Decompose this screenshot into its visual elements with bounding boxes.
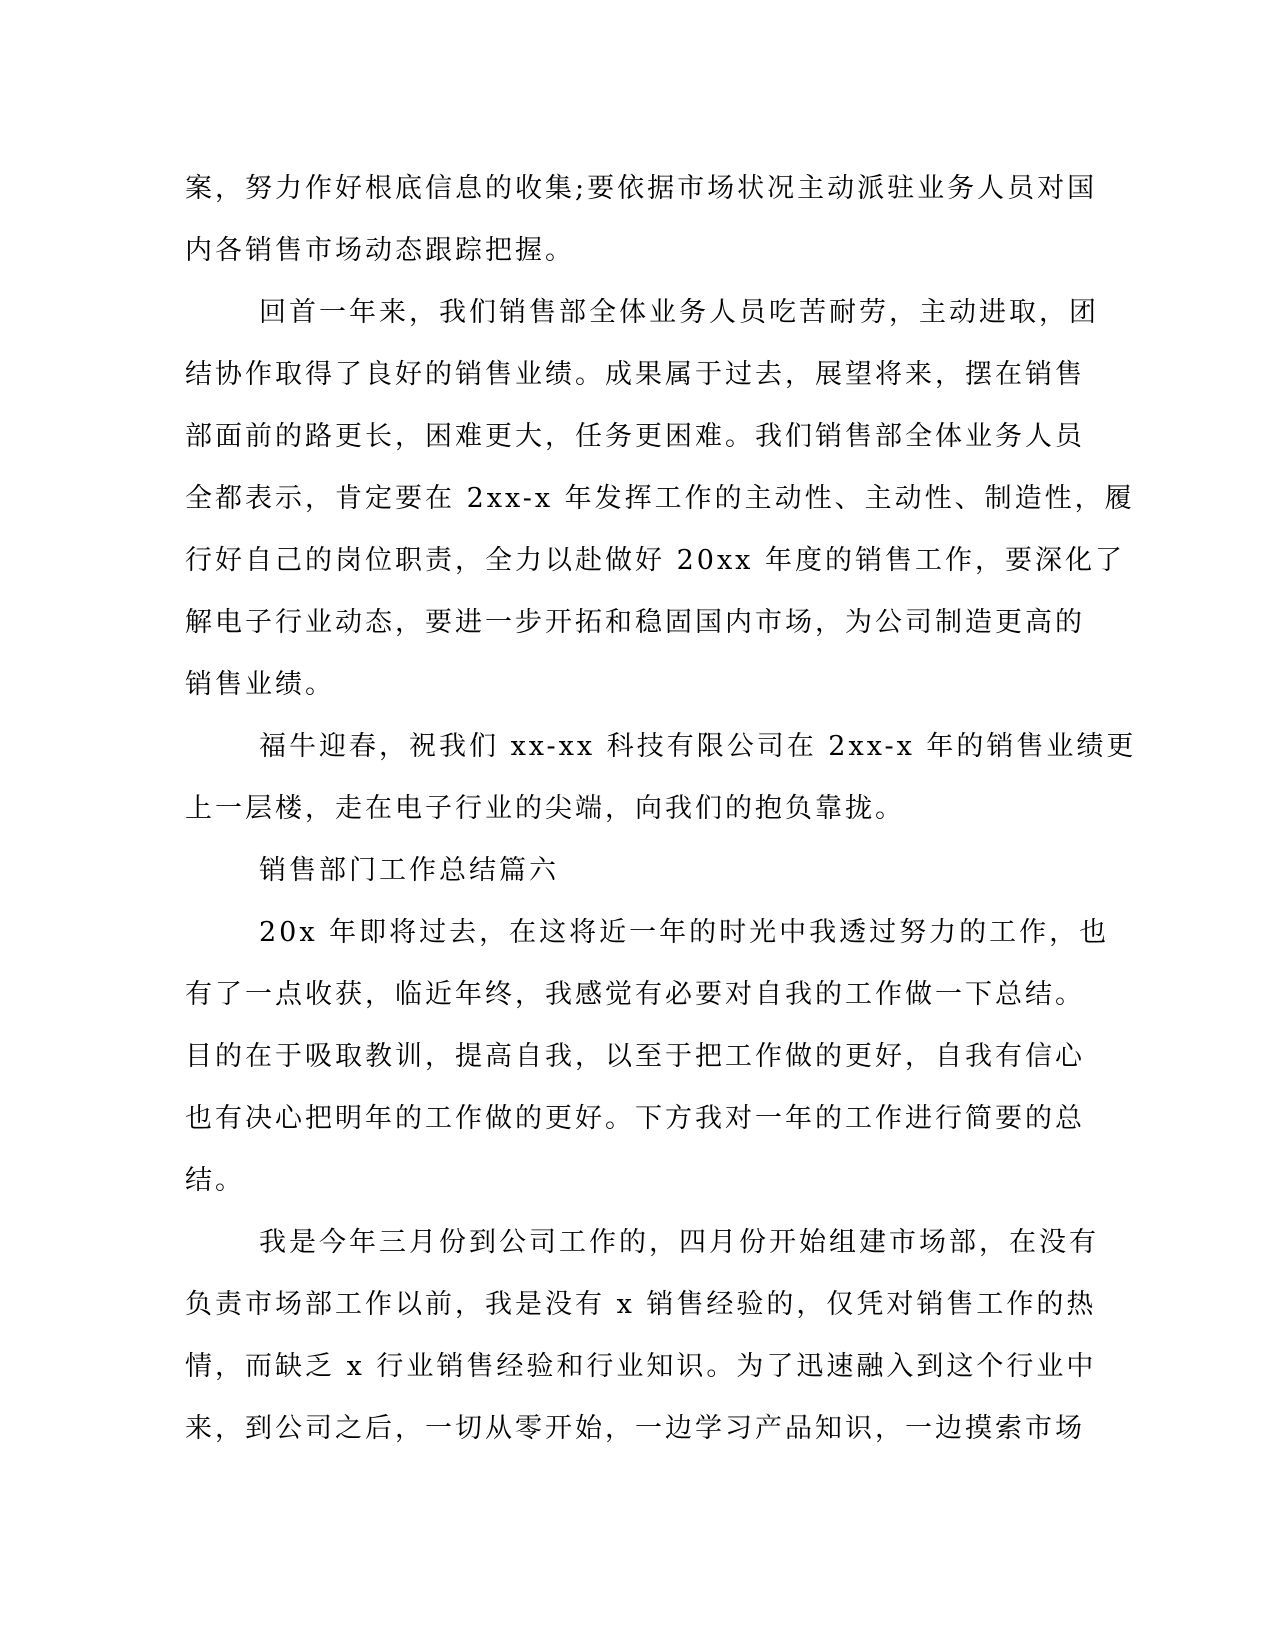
text-line: 负责市场部工作以前，我是没有 x 销售经验的，仅凭对销售工作的热 bbox=[185, 1289, 1097, 1320]
paragraph bbox=[185, 1212, 1099, 1460]
text-line: 有了一点收获，临近年终，我感觉有必要对自我的工作做一下总结。 bbox=[185, 979, 1085, 1010]
text-line: 20x 年即将过去，在这将近一年的时光中我透过努力的工作，也 bbox=[259, 917, 1110, 948]
text-line: 内各销售市场动态跟踪把握。 bbox=[185, 235, 575, 266]
text-line: 行好自己的岗位职责，全力以赴做好 20xx 年度的销售工作，要深化了 bbox=[185, 545, 1125, 576]
text-line: 也有决心把明年的工作做的更好。下方我对一年的工作进行简要的总 bbox=[185, 1103, 1085, 1134]
text-line: 目的在于吸取教训，提高自我，以至于把工作做的更好，自我有信心 bbox=[185, 1041, 1085, 1072]
paragraph bbox=[185, 158, 1098, 282]
text-line: 部面前的路更长，困难更大，任务更困难。我们销售部全体业务人员 bbox=[185, 421, 1085, 452]
section-heading bbox=[185, 840, 1090, 902]
paragraph bbox=[185, 902, 1110, 1212]
paragraph bbox=[185, 282, 1135, 716]
text-line: 结协作取得了良好的销售业绩。成果属于过去，展望将来，摆在销售 bbox=[185, 359, 1085, 390]
text-line: 来，到公司之后，一切从零开始，一边学习产品知识，一边摸索市场 bbox=[185, 1413, 1085, 1444]
text-line: 解电子行业动态，要进一步开拓和稳固国内市场，为公司制造更高的 bbox=[185, 607, 1085, 638]
text-line: 回首一年来，我们销售部全体业务人员吃苦耐劳，主动进取，团 bbox=[259, 297, 1099, 328]
text-line: 上一层楼，走在电子行业的尖端，向我们的抱负靠拢。 bbox=[185, 793, 905, 824]
document-body bbox=[185, 158, 1137, 1460]
text-line: 案，努力作好根底信息的收集;要依据市场状况主动派驻业务人员对国 bbox=[185, 173, 1098, 204]
text-line: 福牛迎春，祝我们 xx-xx 科技有限公司在 2xx-x 年的销售业绩更 bbox=[259, 731, 1137, 762]
heading-text: 销售部门工作总结篇六 bbox=[259, 855, 559, 886]
paragraph bbox=[185, 716, 1137, 840]
text-line: 我是今年三月份到公司工作的，四月份开始组建市场部，在没有 bbox=[259, 1227, 1099, 1258]
text-line: 情，而缺乏 x 行业销售经验和行业知识。为了迅速融入到这个行业中 bbox=[185, 1351, 1097, 1382]
text-line: 销售业绩。 bbox=[185, 669, 335, 700]
text-line: 全都表示，肯定要在 2xx-x 年发挥工作的主动性、主动性、制造性，履 bbox=[185, 483, 1135, 514]
text-line: 结。 bbox=[185, 1165, 245, 1196]
